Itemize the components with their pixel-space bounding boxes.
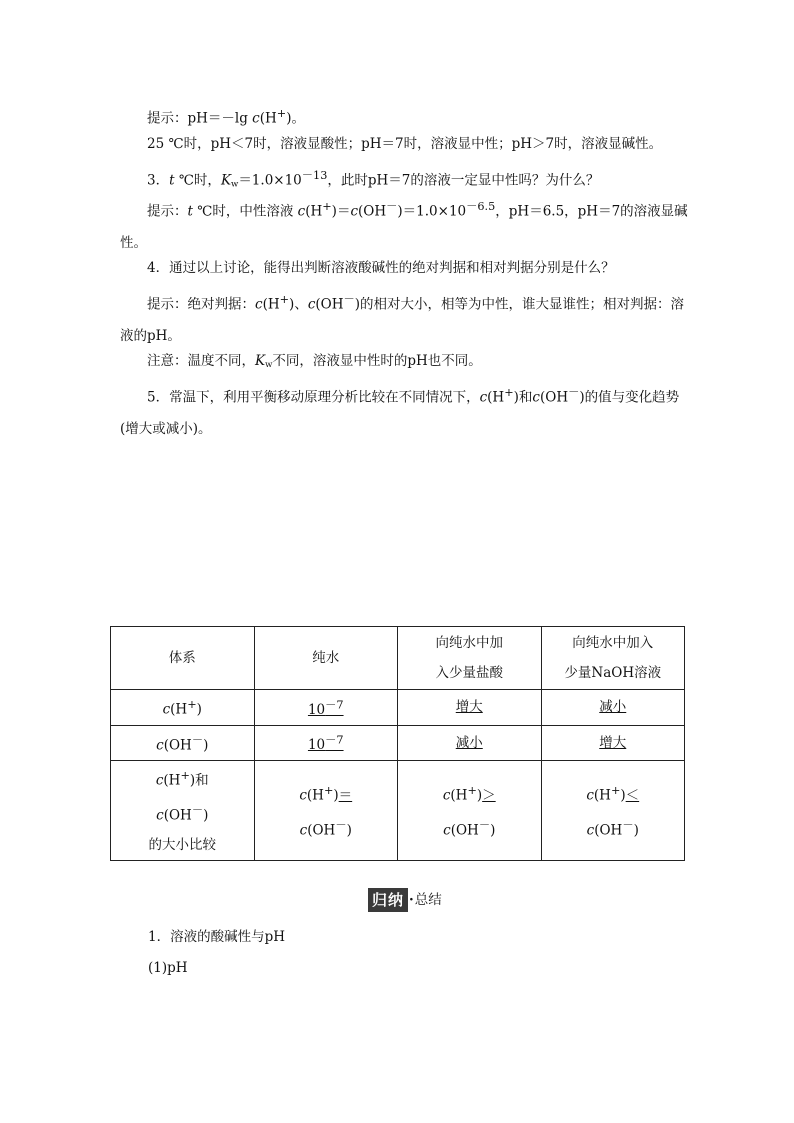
cell: 增大 xyxy=(398,690,542,726)
row-label-compare: c(H+)和 c(OH－) 的大小比较 xyxy=(111,761,255,861)
summary-heading xyxy=(368,888,442,912)
question-4: 4．通过以上讨论，能得出判断溶液酸碱性的绝对判据和相对判据分别是什么？ xyxy=(147,260,615,276)
cell: c(H+)＝ c(OH－) xyxy=(254,761,398,861)
cell: 减小 xyxy=(541,690,685,726)
cell: c(H+)＜ c(OH－) xyxy=(541,761,685,861)
cell: c(H+)＞ c(OH－) xyxy=(398,761,542,861)
row-label-coh: c(OH－) xyxy=(111,725,255,761)
summary-badge: 归纳 xyxy=(368,888,408,912)
summary-label: 总结 xyxy=(414,892,442,908)
hint-ph-definition: 提示：pH＝－lg c(H+)。 xyxy=(147,107,305,127)
cell: $10^{-7}$ xyxy=(254,725,398,761)
cell: 减小 xyxy=(398,725,542,761)
comparison-table xyxy=(110,626,685,861)
header-add-naoh: 向纯水中加入 少量NaOH溶液 xyxy=(541,627,685,690)
note: 注意：温度不同，$K_w$不同，溶液显中性时的pH也不同。 xyxy=(147,353,482,370)
header-add-hcl: 向纯水中加 入少量盐酸 xyxy=(398,627,542,690)
header-pure-water: 纯水 xyxy=(254,627,398,690)
cell: 增大 xyxy=(541,725,685,761)
hint-3: 提示：t ℃时，中性溶液 $c(H^+)=c(OH^-)=1.0\times 10^{-6.5}$，pH＝6.5，pH＝7的溶液显碱性。 xyxy=(120,200,688,251)
question-3: 3．t ℃时，$K_w=1.0\times 10^{-13}$，此时pH＝7的溶液一定显中性吗？为什么？ xyxy=(147,169,600,190)
table-header-row xyxy=(111,627,685,690)
hint-4: 提示：绝对判据：c(H+)、c(OH－)的相对大小，相等为中性，谁大显谁性；相对判据：溶液的pH。 xyxy=(120,293,685,344)
cell: $10^{-7}$ xyxy=(254,690,398,726)
table-row xyxy=(111,725,685,761)
header-system: 体系 xyxy=(111,627,255,690)
ph-acid-base-rule: 25 ℃时，pH＜7时，溶液显酸性；pH＝7时，溶液显中性；pH＞7时，溶液显碱性。 xyxy=(147,136,663,152)
table-row xyxy=(111,761,685,861)
separator-dot: · xyxy=(409,892,414,908)
subsection-ph: (1)pH xyxy=(148,960,188,976)
row-label-ch: c(H+) xyxy=(111,690,255,726)
table-row xyxy=(111,690,685,726)
question-5: 5．常温下，利用平衡移动原理分析比较在不同情况下，c(H+)和c(OH－)的值与变化趋势(增大或减小)。 xyxy=(120,386,680,437)
section-1-title: 1．溶液的酸碱性与pH xyxy=(148,929,286,945)
